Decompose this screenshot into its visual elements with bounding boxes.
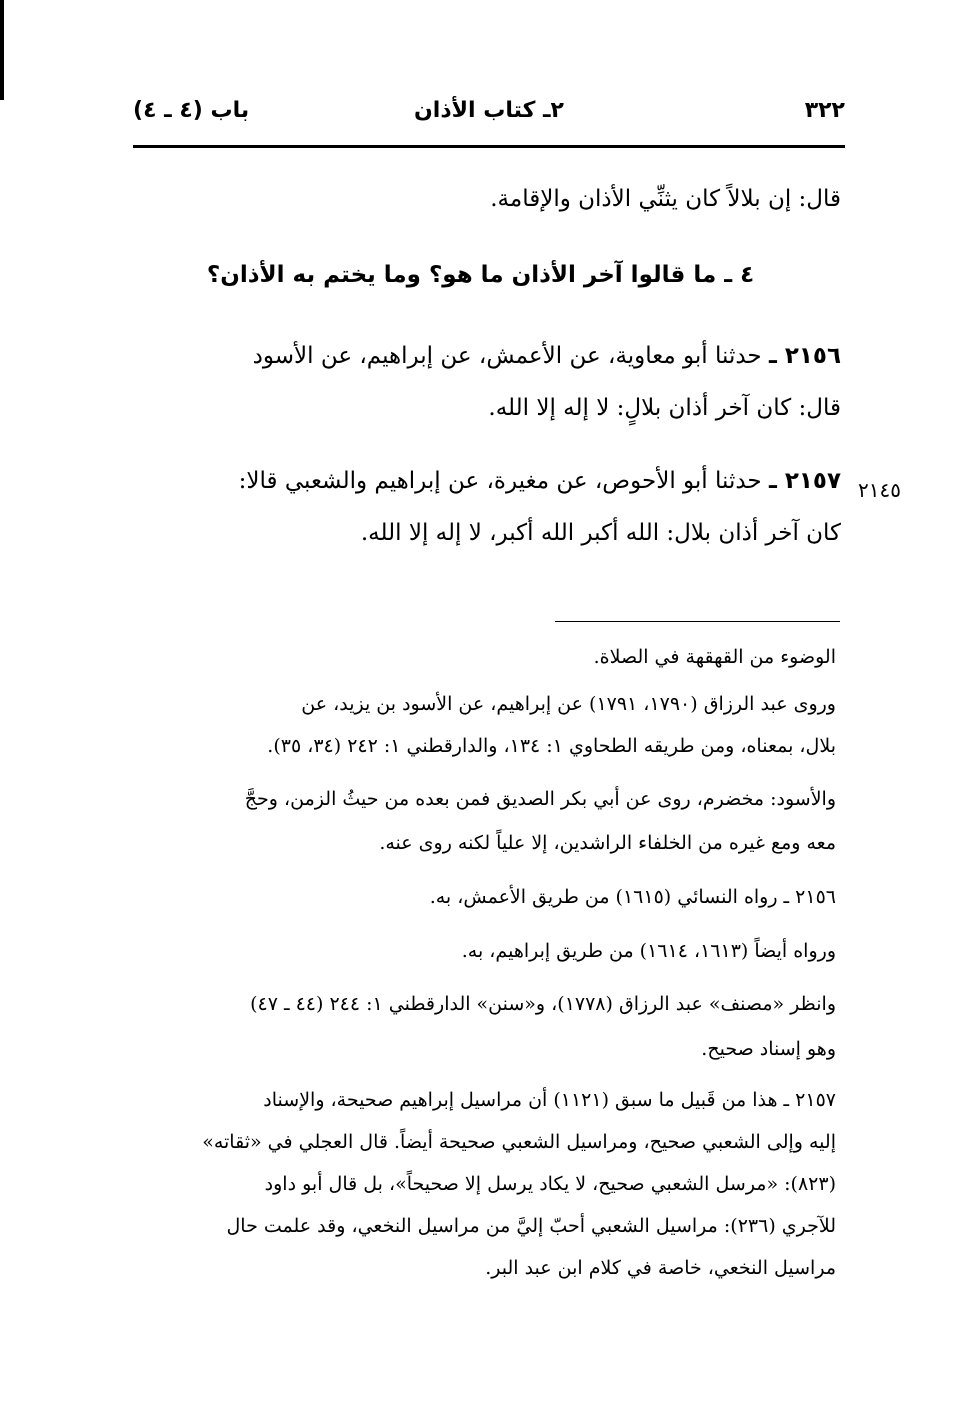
running-header bbox=[133, 96, 845, 136]
hadith-number: ٢١٥٧ ـ bbox=[768, 468, 841, 494]
hadith-2157-line1 bbox=[120, 468, 841, 494]
footnote-line: والأسود: مخضرم، روى عن أبي بكر الصديق فمن بعده من حيثُ الزمن، وحجَّ bbox=[244, 788, 836, 810]
footnote-line: ورواه أيضاً (١٦١٣، ١٦١٤) من طريق إبراهيم، به. bbox=[461, 940, 836, 962]
hadith-text: حدثنا أبو معاوية، عن الأعمش، عن إبراهيم، عن الأسود bbox=[252, 343, 762, 369]
footnote-line: بلال، بمعناه، ومن طريقه الطحاوي ١: ١٣٤، والدارقطني ١: ٢٤٢ (٣٤، ٣٥). bbox=[267, 735, 836, 757]
chapter-title: ٢ـ كتاب الأذان bbox=[414, 98, 564, 123]
hadith-2156-line2: قال: كان آخر أذان بلالٍ: لا إله إلا الله. bbox=[488, 395, 841, 421]
footnote-line: مراسيل النخعي، خاصة في كلام ابن عبد البر. bbox=[485, 1257, 836, 1279]
footnote-line: للآجري (٢٣٦): مراسيل الشعبي أحبّ إليَّ من مراسيل النخعي، وقد علمت حال bbox=[226, 1215, 836, 1237]
footnote-line: وانظر «مصنف» عبد الرزاق (١٧٧٨)، و«سنن» الدارقطني ١: ٢٤٤ (٤٤ ـ ٤٧) bbox=[250, 993, 836, 1015]
footnote-line: وهو إسناد صحيح. bbox=[701, 1038, 836, 1060]
chapter-heading: ٤ ـ ما قالوا آخر الأذان ما هو؟ وما يختم به الأذان؟ bbox=[206, 262, 755, 288]
footnote-rule bbox=[555, 621, 840, 622]
margin-reference: ٢١٤٥ bbox=[858, 478, 901, 502]
footnote-line: (٨٢٣): «مرسل الشعبي صحيح، لا يكاد يرسل إلا صحيحاً»، بل قال أبو داود bbox=[264, 1173, 836, 1195]
footnote-line: وروى عبد الرزاق (١٧٩٠، ١٧٩١) عن إبراهيم، عن الأسود بن يزيد، عن bbox=[301, 693, 836, 715]
page-edge-mark bbox=[0, 0, 4, 100]
hadith-number: ٢١٥٦ ـ bbox=[768, 343, 841, 369]
page-number: ٣٢٢ bbox=[804, 98, 845, 123]
footnote-line: ٢١٥٧ ـ هذا من قَبيل ما سبق (١١٢١) أن مراسيل إبراهيم صحيحة، والإسناد bbox=[263, 1089, 836, 1111]
intro-line: قال: إن بلالاً كان يثنِّي الأذان والإقامة. bbox=[490, 186, 841, 212]
header-rule bbox=[133, 145, 845, 148]
footnote-line: ٢١٥٦ ـ رواه النسائي (١٦١٥) من طريق الأعمش، به. bbox=[429, 886, 836, 908]
footnote-line: إليه وإلى الشعبي صحيح، ومراسيل الشعبي صحيحة أيضاً. قال العجلي في «ثقاته» bbox=[202, 1131, 836, 1153]
section-label: باب (٤ ـ ٤) bbox=[133, 98, 250, 123]
hadith-2156-line1 bbox=[120, 343, 841, 369]
footnote-line: معه ومع غيره من الخلفاء الراشدين، إلا علياً لكنه روى عنه. bbox=[379, 832, 836, 854]
hadith-2157-line2: كان آخر أذان بلال: الله أكبر الله أكبر، لا إله إلا الله. bbox=[360, 520, 841, 546]
hadith-text: حدثنا أبو الأحوص، عن مغيرة، عن إبراهيم والشعبي قالا: bbox=[238, 468, 762, 494]
footnote-line: الوضوء من القهقهة في الصلاة. bbox=[593, 646, 836, 668]
